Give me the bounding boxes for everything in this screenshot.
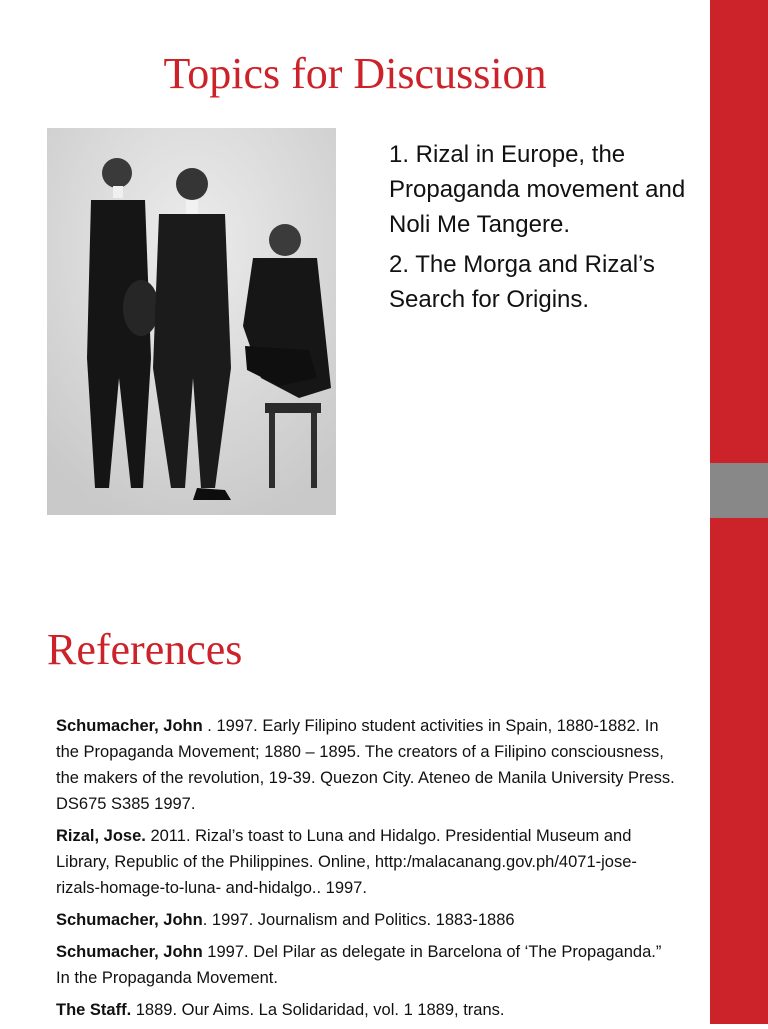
- reference-text: 1997. Del Pilar as delegate in Barcelona of ‘The Propaganda.” In the Propaganda Movement.: [56, 943, 662, 987]
- reference-item: [56, 939, 676, 991]
- topic-item: 1. Rizal in Europe, the Propaganda movement and Noli Me Tangere.: [389, 141, 686, 238]
- historical-photo: [47, 128, 336, 515]
- reference-text: 2011. Rizal’s toast to Luna and Hidalgo. Presidential Museum and Library, Republic of the Philippines. Online, http:/malacanang.gov.ph/4071-jose-rizals-homage-to-luna- and-hidalgo.. 1997.: [56, 827, 637, 897]
- reference-author: Schumacher, John: [56, 943, 203, 961]
- references-list: [56, 713, 676, 1029]
- reference-item: [56, 907, 676, 933]
- reference-text: . 1997. Journalism and Politics. 1883-1886: [202, 911, 515, 929]
- reference-item: [56, 713, 676, 817]
- reference-author: Rizal, Jose.: [56, 827, 146, 845]
- topic-item: 2. The Morga and Rizal’s Search for Origins.: [389, 251, 655, 313]
- slide-title: Topics for Discussion: [163, 49, 547, 98]
- reference-author: The Staff.: [56, 1001, 132, 1019]
- side-accent-marker: [710, 463, 768, 518]
- reference-text: . 1997. Early Filipino student activities in Spain, 1880-1882. In the Propaganda Movement; 1880 – 1895. The creators of a Filipino consciousness, the makers of the revolution, 19-39. Quezon City. Ateneo de Manila University Press. DS675 S385 1997.: [56, 717, 675, 813]
- topics-list: [389, 137, 689, 322]
- reference-author: Schumacher, John: [56, 717, 203, 735]
- reference-item: [56, 997, 676, 1023]
- references-title: References: [47, 625, 243, 674]
- reference-text: 1889. Our Aims. La Solidaridad, vol. 1 1889, trans.: [131, 1001, 505, 1019]
- reference-author: Schumacher, John: [56, 911, 203, 929]
- photo-illustration: [47, 128, 336, 515]
- reference-item: [56, 823, 676, 901]
